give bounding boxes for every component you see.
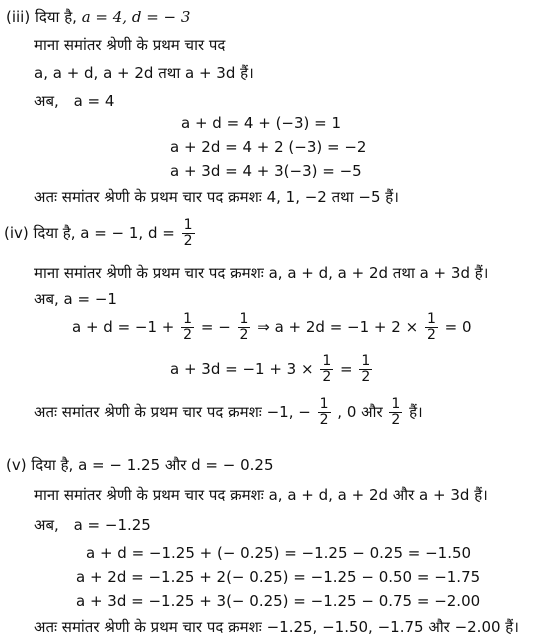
eq-line: a + d = 4 + (−3) = 1 — [181, 114, 342, 132]
fraction: $\frac{1}{2}$ — [361, 353, 371, 385]
given-word: दिया है, — [31, 456, 74, 474]
conclusion-line: अतः समांतर श्रेणी के प्रथम चार पद क्रमशः 4, 1, −2 तथा −5 हैं। — [34, 188, 399, 206]
fraction: $\frac{1}{2}$ — [183, 217, 193, 249]
eq-line: a + 3d = 4 + 3(−3) = −5 — [170, 162, 362, 180]
fraction: $\frac{1}{2}$ — [426, 311, 436, 343]
part-iii-given — [6, 8, 190, 26]
ab-word: अब, — [34, 92, 59, 110]
assume-line: माना समांतर श्रेणी के प्रथम चार पद क्रमशः a, a + d, a + 2d तथा a + 3d हैं। — [34, 264, 489, 282]
part-v-given — [6, 456, 274, 474]
given-equation: a = − 1, d = — [80, 224, 175, 242]
ab-line — [34, 516, 151, 534]
given-word: दिया है, — [33, 224, 76, 242]
assume-line: माना समांतर श्रेणी के प्रथम चार पद — [34, 36, 226, 54]
terms-line: a, a + d, a + 2d तथा a + 3d हैं। — [34, 64, 254, 82]
a-value: a = −1.25 — [73, 516, 151, 534]
fraction: $\frac{1}{2}$ — [319, 396, 329, 428]
fraction: $\frac{1}{2}$ — [239, 311, 249, 343]
given-word: दिया है, — [35, 8, 77, 26]
eq-line: a + d = −1 + $\frac{1}{2}$ = − $\frac{1}{2}$ ⇒ a + 2d = −1 + 2 × $\frac{1}{2}$ = 0 — [72, 311, 472, 343]
part-iv-label: (iv) — [4, 224, 29, 242]
conclusion-line: अतः समांतर श्रेणी के प्रथम चार पद क्रमशः −1.25, −1.50, −1.75 और −2.00 हैं। — [34, 618, 519, 636]
ab-word: अब, — [34, 516, 59, 534]
eq-line: a + 3d = −1.25 + 3(− 0.25) = −1.25 − 0.75 = −2.00 — [76, 592, 481, 610]
conclusion-line: अतः समांतर श्रेणी के प्रथम चार पद क्रमशः −1, − $\frac{1}{2}$ , 0 और $\frac{1}{2}$ हैं। — [34, 396, 423, 428]
ab-line — [34, 92, 114, 110]
eq-line: a + d = −1.25 + (− 0.25) = −1.25 − 0.25 = −1.50 — [86, 544, 472, 562]
ab-line: अब, a = −1 — [34, 290, 117, 308]
eq-line: a + 2d = −1.25 + 2(− 0.25) = −1.25 − 0.50 = −1.75 — [76, 568, 481, 586]
given-equation: a = − 1.25 और d = − 0.25 — [78, 456, 274, 474]
assume-line: माना समांतर श्रेणी के प्रथम चार पद क्रमशः a, a + d, a + 2d और a + 3d हैं। — [34, 486, 488, 504]
part-iv-given — [4, 216, 197, 250]
fraction: $\frac{1}{2}$ — [183, 311, 193, 343]
fraction: $\frac{1}{2}$ — [391, 396, 401, 428]
part-iii-label: (iii) — [6, 8, 31, 26]
eq-line: a + 2d = 4 + 2 (−3) = −2 — [170, 138, 367, 156]
given-equation: a = 4, d = − 3 — [81, 8, 191, 26]
part-v-label: (v) — [6, 456, 27, 474]
fraction: $\frac{1}{2}$ — [322, 353, 332, 385]
eq-line: a + 3d = −1 + 3 × $\frac{1}{2}$ = $\frac{1}{2}$ — [170, 353, 371, 385]
a-value: a = 4 — [73, 92, 115, 110]
